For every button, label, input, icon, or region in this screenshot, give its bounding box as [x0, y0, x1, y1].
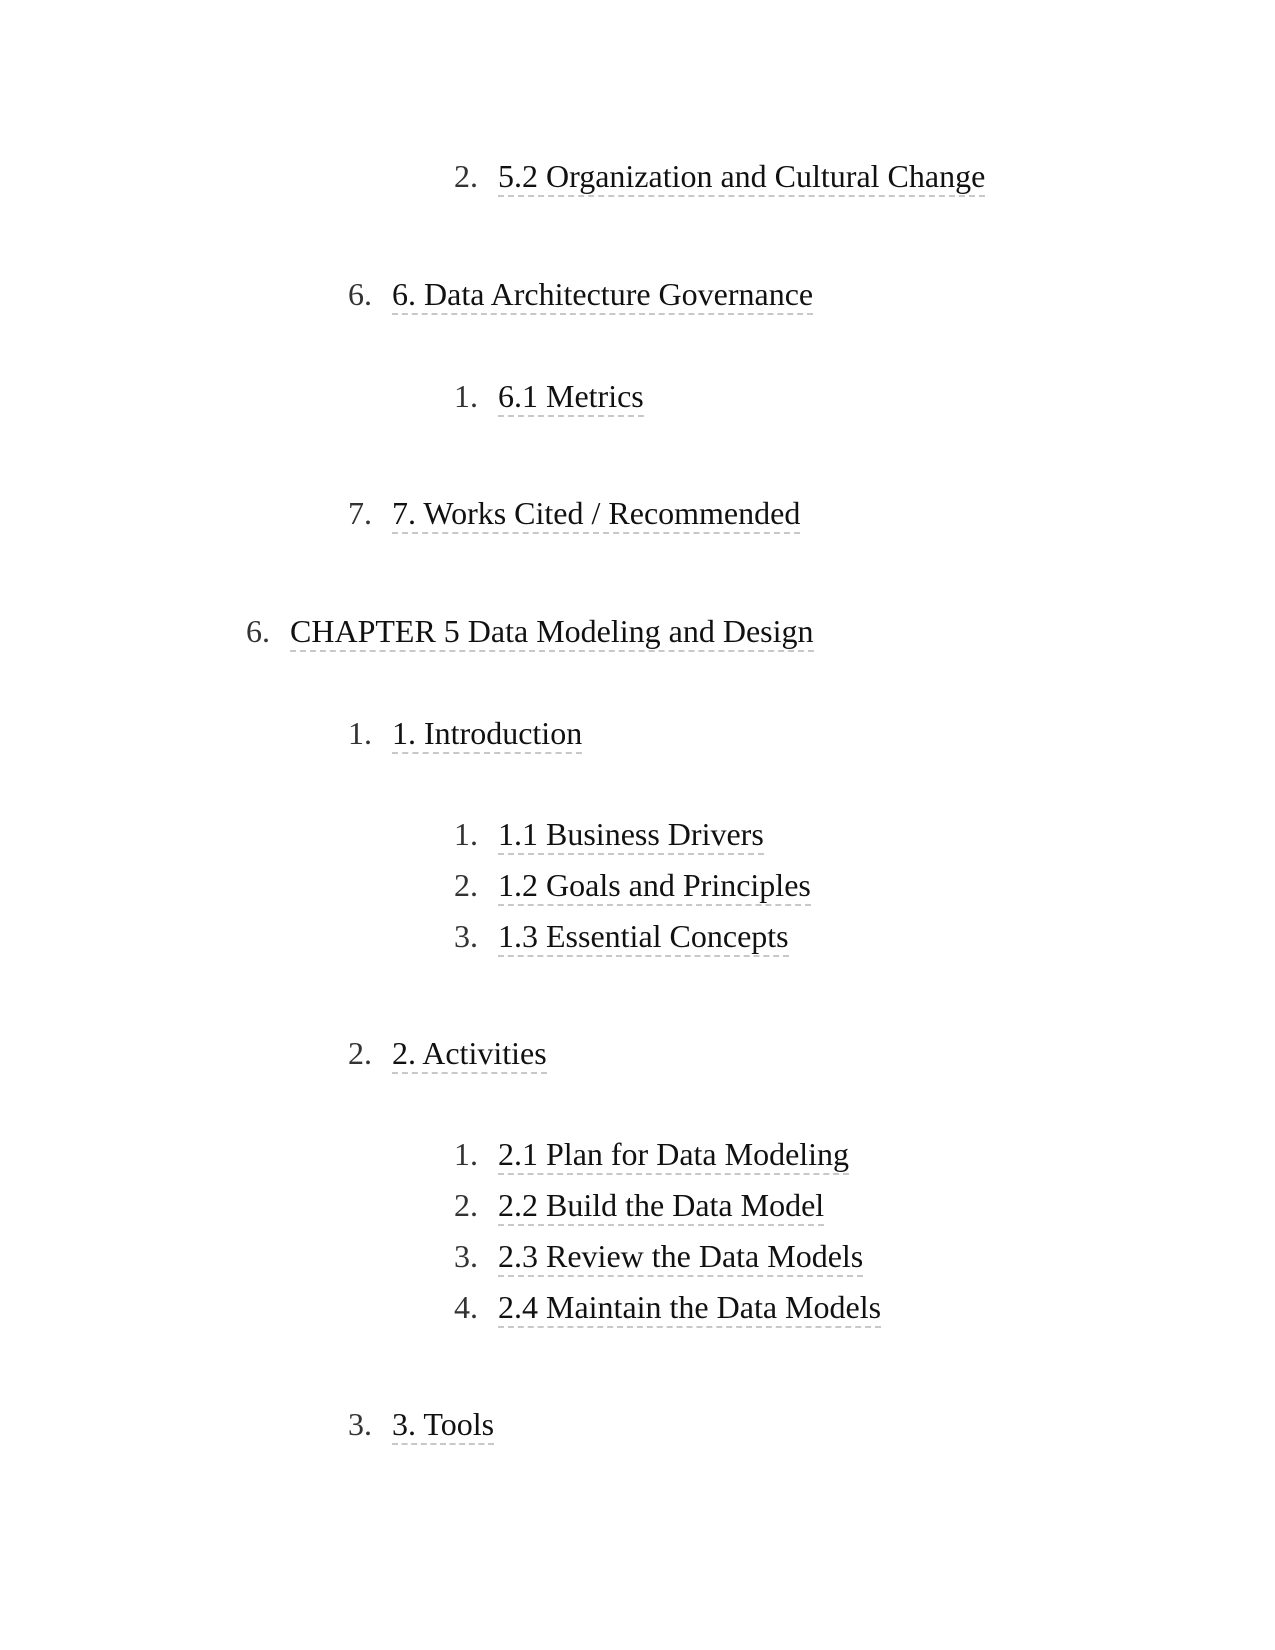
- toc-entry-number: 1.: [454, 816, 478, 852]
- toc-entry-number: 3.: [454, 1238, 478, 1274]
- toc-link[interactable]: CHAPTER 5 Data Modeling and Design: [290, 613, 814, 652]
- toc-entry: [348, 491, 801, 535]
- toc-link[interactable]: 2.3 Review the Data Models: [498, 1238, 863, 1277]
- toc-entry: [246, 609, 814, 653]
- toc-entry: [454, 914, 789, 958]
- toc-entry: [348, 272, 814, 316]
- toc-entry: [454, 1183, 825, 1227]
- toc-link[interactable]: 1.2 Goals and Principles: [498, 867, 811, 906]
- toc-link[interactable]: 2.2 Build the Data Model: [498, 1187, 824, 1226]
- toc-entry-number: 1.: [348, 715, 372, 751]
- toc-entry-number: 3.: [348, 1406, 372, 1442]
- toc-entry: [454, 1234, 864, 1278]
- toc-entry: [454, 863, 811, 907]
- toc-link[interactable]: 6. Data Architecture Governance: [392, 276, 813, 315]
- toc-entry-number: 6.: [246, 613, 270, 649]
- toc-entry-number: 2.: [348, 1035, 372, 1071]
- toc-link[interactable]: 6.1 Metrics: [498, 378, 644, 417]
- toc-link[interactable]: 1. Introduction: [392, 715, 582, 754]
- toc-entry: [454, 1285, 882, 1329]
- toc-entry: [348, 1402, 495, 1446]
- toc-link[interactable]: 2. Activities: [392, 1035, 547, 1074]
- toc-entry: [454, 154, 986, 198]
- toc-entry: [454, 812, 764, 856]
- toc-entry-number: 2.: [454, 1187, 478, 1223]
- toc-entry-number: 1.: [454, 1136, 478, 1172]
- toc-entry-number: 2.: [454, 867, 478, 903]
- toc-link[interactable]: 1.3 Essential Concepts: [498, 918, 789, 957]
- toc-link[interactable]: 3. Tools: [392, 1406, 494, 1445]
- toc-link[interactable]: 5.2 Organization and Cultural Change: [498, 158, 985, 197]
- toc-entry: [348, 711, 583, 755]
- toc-entry-number: 3.: [454, 918, 478, 954]
- toc-entry-number: 1.: [454, 378, 478, 414]
- toc-entry: [454, 374, 644, 418]
- toc-entry-number: 2.: [454, 158, 478, 194]
- toc-entry: [454, 1132, 850, 1176]
- toc-link[interactable]: 7. Works Cited / Recommended: [392, 495, 800, 534]
- toc-link[interactable]: 2.1 Plan for Data Modeling: [498, 1136, 849, 1175]
- toc-link[interactable]: 2.4 Maintain the Data Models: [498, 1289, 881, 1328]
- toc-entry-number: 4.: [454, 1289, 478, 1325]
- toc-link[interactable]: 1.1 Business Drivers: [498, 816, 764, 855]
- toc-entry: [348, 1031, 547, 1075]
- toc-entry-number: 7.: [348, 495, 372, 531]
- toc-entry-number: 6.: [348, 276, 372, 312]
